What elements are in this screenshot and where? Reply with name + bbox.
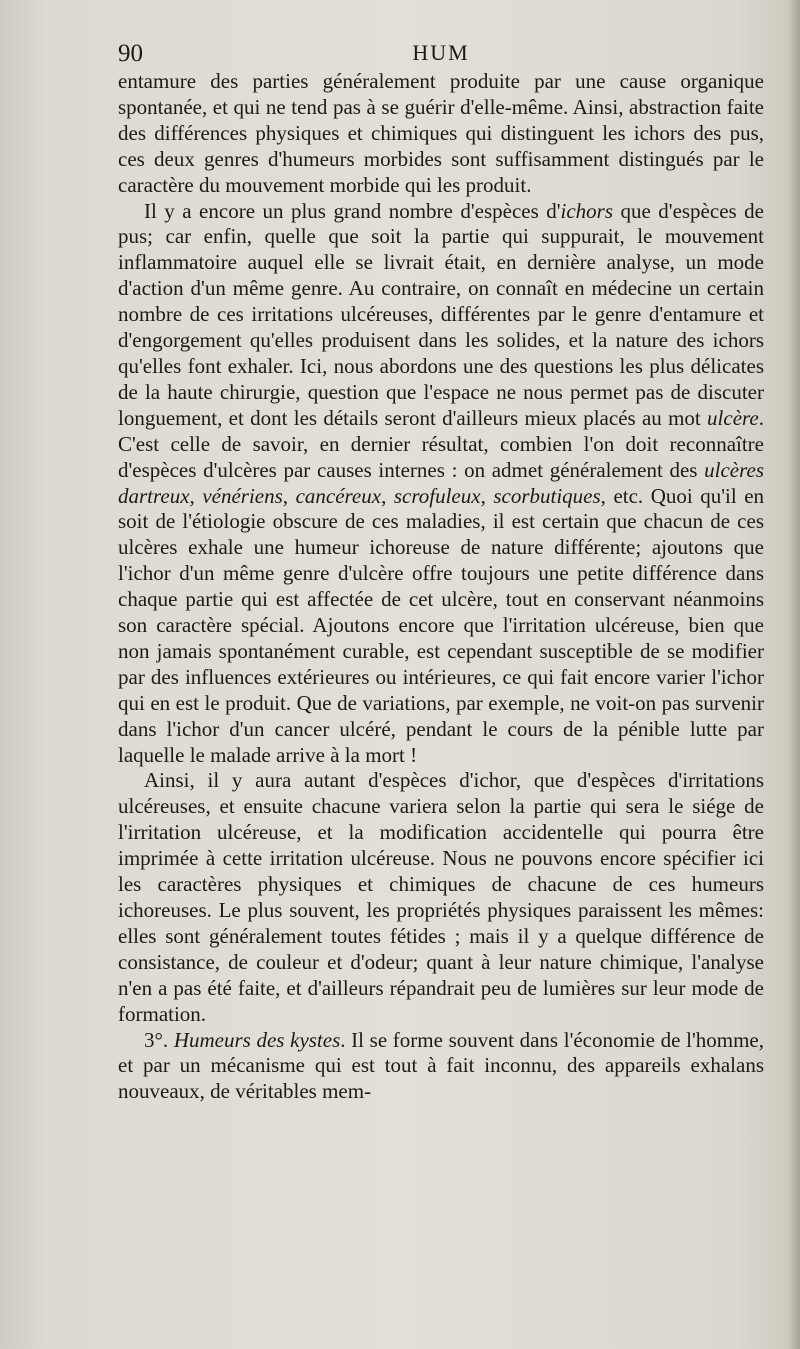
text-run: , etc. Quoi qu'il en soit de l'étiologie obscure de ces maladies, il est certain que chacun de ces ulcères exhale une humeur ichoreuse de nature différente; ajoutons que l'ichor d'un même genre d'ulcère offre toujours une petite différence dans chaque partie qui est affectée de cet ulcère, tout en conservant néanmoins son caractère spécial. Ajoutons encore que l'irritation ulcéreuse, bien que non jamais spontanément curable, est cependant susceptible de se modifier par des influences extérieures ou intérieures, ce qui fait encore varier l'ichor qui en est le produit. Que de variations, par exemple, ne voit-on pas survenir dans l'ichor d'un cancer ulcéré, pendant le cours de la pénible lutte par laquelle le malade arrive à la mort ! — [118, 483, 765, 767]
italic-text-run: Humeurs des kystes — [173, 1027, 341, 1052]
paragraph — [118, 1028, 764, 1106]
running-head — [118, 40, 764, 70]
text-run: entamure des parties généralement produite par une cause organique spontanée, et qui ne tend pas à se guérir d'elle-même. Ainsi, abstraction faite des différences physiques et chimiques qui distinguent les ichors des pus, ces deux genres d'humeurs morbides sont suffisamment distingués par le caractère du mouvement morbide qui les produit. — [118, 69, 764, 197]
text-run: . C'est celle de savoir, en dernier résultat, combien l'on doit reconnaître d'espèces d'ulcères par causes internes : on admet généralement des — [118, 405, 764, 482]
text-run: , — [282, 483, 296, 508]
text-run: , — [480, 483, 494, 508]
text-run: Il y a encore un plus grand nombre d'espèces d' — [144, 198, 561, 223]
text-run: , — [381, 483, 394, 508]
page-number: 90 — [118, 40, 143, 67]
text-run: Ainsi, il y aura autant d'espèces d'ichor, que d'espèces d'irritations ulcéreuses, et ensuite chacune variera selon la partie qui sera le siége de l'irritation ulcéreuse, et la modification accidentelle qui pourra être imprimée à cette irritation ulcéreuse. Nous ne pouvons encore spécifier ici les caractères physiques et chimiques de chacune de ces humeurs ichoreuses. Le plus souvent, les propriétés physiques paraissent les mêmes: elles sont généralement toutes fétides ; mais il y a quelque différence de consistance, de couleur et d'odeur; quant à leur nature chimique, l'analyse n'en a pas été faite, et d'ailleurs répandrait peu de lumières sur leur mode de formation. — [118, 768, 764, 1026]
paragraph — [118, 199, 764, 769]
italic-text-run: ichors — [560, 198, 614, 223]
italic-text-run: ulcère — [707, 405, 759, 430]
header-title: HUM — [412, 40, 470, 65]
text-run: 3°. — [144, 1027, 174, 1052]
page-edge-shadow — [788, 0, 800, 1349]
body-text — [118, 69, 764, 1105]
italic-text-run: vénériens — [202, 483, 283, 508]
text-run: , — [189, 483, 203, 508]
text-run: . Il se forme souvent dans l'économie de l'homme, et par un mécanisme qui est tout à fait inconnu, des appareils exhalans nouveaux, de véritables mem- — [118, 1027, 764, 1104]
italic-text-run: scrofuleux — [393, 483, 481, 508]
paragraph — [118, 768, 764, 1027]
italic-text-run: cancéreux — [295, 483, 382, 508]
italic-text-run: scorbutiques — [493, 483, 601, 508]
paragraph — [118, 69, 764, 199]
text-run: que d'espèces de pus; car enfin, quelle que soit la partie qui suppurait, le mouvement inflammatoire auquel elle se livrait était, en dernière analyse, un mode d'action d'un même genre. Au contraire, on connaît en médecine un certain nombre de ces irritations ulcéreuses, différentes par le genre d'entamure et d'engorgement qu'elles produisent dans les solides, et la nature des ichors qu'elles font exhaler. Ici, nous abordons une des questions les plus délicates de la haute chirurgie, question que l'espace ne nous permet pas de discuter longuement, et dont les détails seront d'ailleurs mieux placés au mot — [118, 198, 764, 430]
italic-text-run: ulcères dartreux — [118, 457, 764, 508]
